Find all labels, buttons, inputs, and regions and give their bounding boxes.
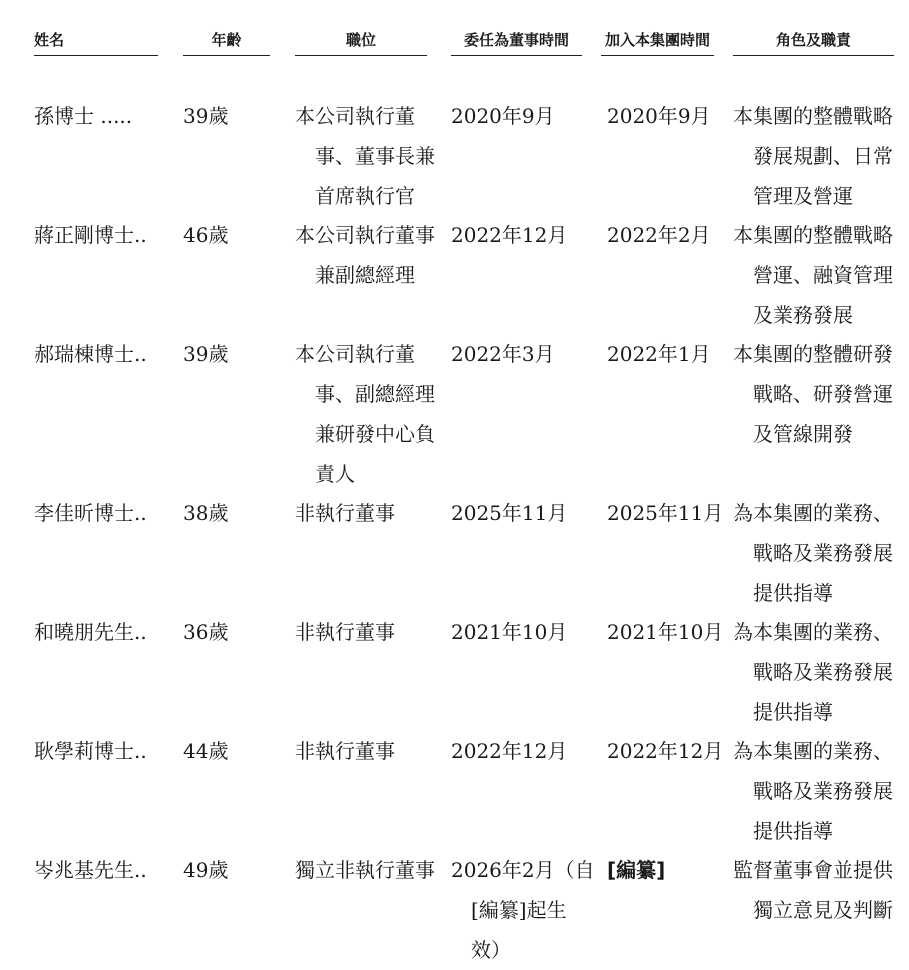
director-appointed-line: 2026年2月（自 [451, 858, 595, 882]
director-position-line: 本公司執行董 [295, 104, 415, 128]
director-appointed-line: 2020年9月 [451, 104, 555, 128]
header-name: 姓名 [34, 30, 158, 56]
director-position-line: 非執行董事 [295, 501, 395, 525]
director-role-line: 提供指導 [753, 581, 833, 605]
director-role-line: 管理及營運 [753, 184, 853, 208]
director-role [733, 215, 905, 335]
director-role-line: 本集團的整體研發 [733, 342, 893, 366]
director-name: 岑兆基先生.. [34, 858, 147, 882]
header-role: 角色及職責 [733, 30, 894, 56]
header-joined: 加入本集團時間 [601, 30, 714, 56]
director-position-line: 兼研發中心負 [315, 422, 435, 446]
director-role-line: 本集團的整體戰略 [733, 223, 893, 247]
director-age: 36歲 [183, 620, 229, 644]
director-position [295, 215, 445, 295]
director-role-line: 為本集團的業務、 [733, 739, 893, 763]
director-role [733, 334, 905, 454]
director-age: 39歲 [183, 104, 229, 128]
director-role [733, 731, 905, 851]
director-role [733, 493, 905, 613]
director-joined: 2025年11月 [607, 501, 724, 525]
director-role-line: 提供指導 [753, 700, 833, 724]
director-name: 和曉朋先生.. [34, 620, 147, 644]
director-appointed-line: 2022年3月 [451, 342, 555, 366]
director-position-line: 責人 [315, 462, 355, 486]
director-joined: 2022年1月 [607, 342, 711, 366]
director-role [733, 96, 905, 216]
header-age: 年齡 [183, 30, 270, 56]
director-position-line: 事、副總經理 [315, 382, 435, 406]
director-age: 44歲 [183, 739, 229, 763]
director-appointed [451, 612, 591, 652]
director-role-line: 發展規劃、日常 [753, 144, 893, 168]
director-appointed [451, 850, 595, 970]
director-role-line: 戰略及業務發展 [753, 660, 893, 684]
director-appointed [451, 96, 591, 136]
director-role-line: 獨立意見及判斷 [753, 898, 893, 922]
director-position [295, 96, 445, 216]
director-age: 49歲 [183, 858, 229, 882]
director-appointed-line: 2021年10月 [451, 620, 568, 644]
director-role [733, 612, 905, 732]
director-position-line: 兼副總經理 [315, 263, 415, 287]
director-name: 蔣正剛博士.. [34, 223, 147, 247]
director-role [733, 850, 905, 930]
director-position-line: 事、董事長兼 [315, 144, 435, 168]
director-role-line: 戰略、研發營運 [753, 382, 893, 406]
director-position-line: 非執行董事 [295, 620, 395, 644]
director-position [295, 612, 445, 652]
director-appointed [451, 215, 591, 255]
director-appointed-line: 2022年12月 [451, 223, 568, 247]
director-role-line: 及管線開發 [753, 422, 853, 446]
director-joined: 2021年10月 [607, 620, 724, 644]
director-position-line: 本公司執行董 [295, 342, 415, 366]
director-position [295, 334, 445, 494]
director-position-line: 獨立非執行董事 [295, 858, 435, 882]
director-position [295, 731, 445, 771]
director-role-line: 戰略及業務發展 [753, 779, 893, 803]
director-age: 38歲 [183, 501, 229, 525]
director-role-line: 為本集團的業務、 [733, 501, 893, 525]
director-appointed-line: 效） [471, 938, 511, 962]
director-appointed [451, 731, 591, 771]
director-role-line: 及業務發展 [753, 303, 853, 327]
director-role-line: 提供指導 [753, 819, 833, 843]
director-position-line: 非執行董事 [295, 739, 395, 763]
director-name: 孫博士 ..... [34, 104, 133, 128]
header-appointed: 委任為董事時間 [451, 30, 582, 56]
director-name: 李佳昕博士.. [34, 501, 147, 525]
director-appointed-line: 2025年11月 [451, 501, 568, 525]
director-name: 郝瑞棟博士.. [34, 342, 147, 366]
header-position: 職位 [295, 30, 427, 56]
director-age: 39歲 [183, 342, 229, 366]
director-appointed [451, 334, 591, 374]
director-appointed [451, 493, 591, 533]
director-appointed-line: 2022年12月 [451, 739, 568, 763]
director-joined: [編纂] [607, 858, 666, 882]
director-position [295, 493, 445, 533]
director-joined: 2020年9月 [607, 104, 711, 128]
director-position-line: 本公司執行董事 [295, 223, 435, 247]
director-position [295, 850, 445, 890]
director-appointed-line: [編纂]起生 [471, 898, 567, 922]
director-joined: 2022年12月 [607, 739, 724, 763]
director-role-line: 戰略及業務發展 [753, 541, 893, 565]
director-role-line: 為本集團的業務、 [733, 620, 893, 644]
director-role-line: 營運、融資管理 [753, 263, 893, 287]
director-role-line: 本集團的整體戰略 [733, 104, 893, 128]
director-joined: 2022年2月 [607, 223, 711, 247]
director-role-line: 監督董事會並提供 [733, 858, 893, 882]
director-name: 耿學莉博士.. [34, 739, 147, 763]
director-position-line: 首席執行官 [315, 184, 415, 208]
director-age: 46歲 [183, 223, 229, 247]
